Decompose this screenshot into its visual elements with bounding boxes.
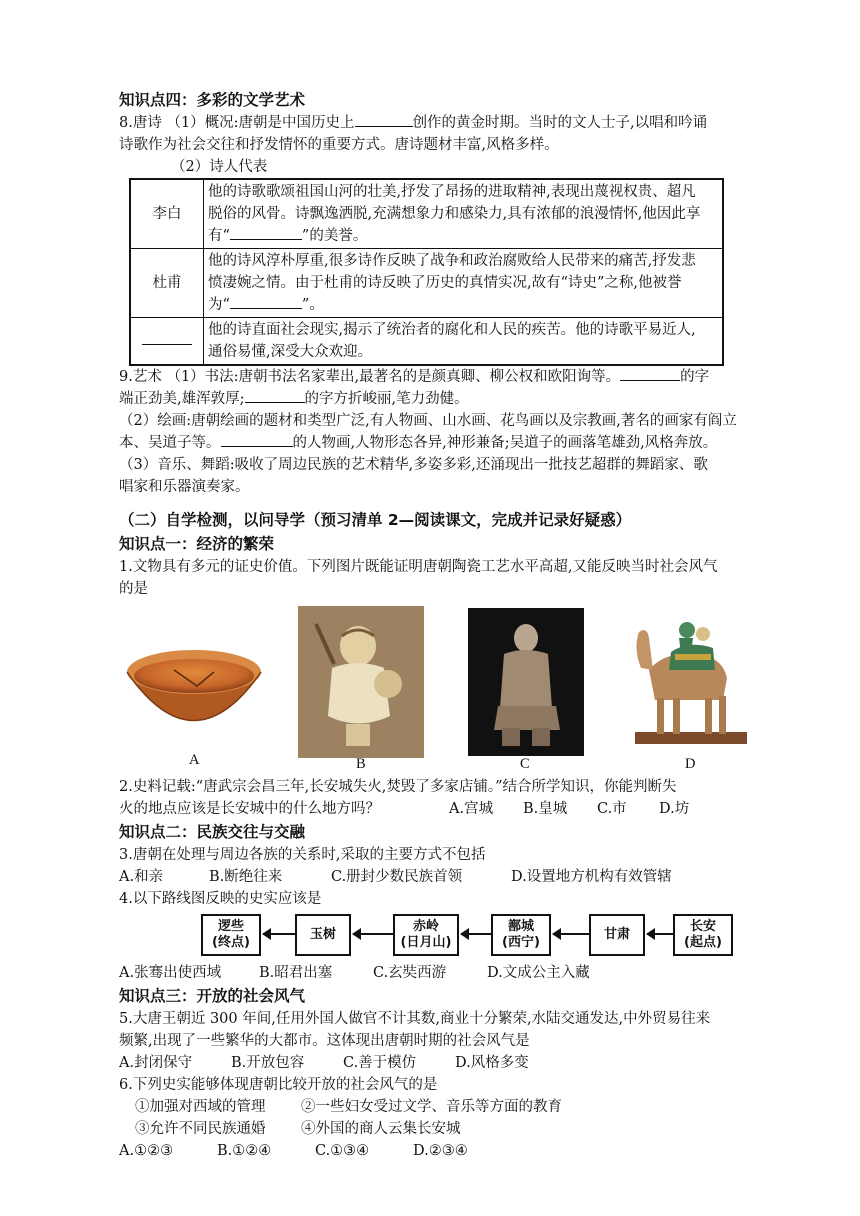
answer-blank[interactable] bbox=[230, 225, 302, 240]
route-node: 逻些 (终点) bbox=[201, 914, 261, 956]
q3-options bbox=[119, 866, 739, 888]
answer-blank[interactable] bbox=[355, 112, 413, 127]
option[interactable]: D.文成公主入藏 bbox=[487, 965, 590, 981]
figure-label-d: D bbox=[685, 756, 696, 772]
route-node: 赤岭 (日月山) bbox=[393, 914, 459, 956]
statement: ①加强对西域的管理 bbox=[135, 1099, 266, 1115]
figure-d-camel-image[interactable] bbox=[627, 608, 751, 748]
route-arrow bbox=[353, 933, 393, 935]
statement: ③允许不同民族通婚 bbox=[135, 1121, 266, 1137]
answer-blank[interactable] bbox=[620, 366, 680, 381]
poet-description: 他的诗直面社会现实,揭示了统治者的腐化和人民的疾苦。他的诗歌平易近人, 通俗易懂,深受大众欢迎。 bbox=[204, 318, 724, 366]
route-arrow bbox=[553, 933, 589, 935]
figure-b-figurine-image[interactable] bbox=[298, 606, 424, 758]
answer-blank[interactable] bbox=[245, 388, 305, 403]
table-row bbox=[130, 249, 723, 318]
option[interactable]: A.①②③ bbox=[119, 1143, 174, 1159]
option[interactable]: C.玄奘西游 bbox=[373, 965, 447, 981]
route-node: 甘肃 bbox=[589, 914, 645, 956]
q8-line1: 8.唐诗 （1）概况:唐朝是中国历史上 创作的黄金时期。当时的文人士子,以唱和吟诵 bbox=[119, 112, 739, 134]
poet-description: 他的诗歌歌颂祖国山河的壮美,抒发了昂扬的进取精神,表现出蔑视权贵、超凡 脱俗的风骨。诗飘逸洒脱,充满想象力和感染力,具有浓郁的浪漫情怀,他因此享 有“ ”的美誉。 bbox=[204, 179, 724, 249]
q6-stem: 6.下列史实能够体现唐朝比较开放的社会风气的是 bbox=[119, 1077, 438, 1093]
statement: ②一些妇女受过文学、音乐等方面的教育 bbox=[301, 1099, 562, 1115]
worksheet-page bbox=[119, 88, 739, 1162]
poet-name: 李白 bbox=[130, 179, 204, 249]
option[interactable]: B.昭君出塞 bbox=[259, 965, 333, 981]
option[interactable]: A.宫城 bbox=[449, 801, 494, 817]
q8-sub2: （2）诗人代表 bbox=[171, 159, 268, 175]
section4-title: 知识点四：多彩的文学艺术 bbox=[119, 91, 306, 109]
q6-items-row1 bbox=[119, 1096, 739, 1118]
option[interactable]: B.断绝往来 bbox=[209, 869, 283, 885]
q8-line2: 诗歌作为社会交往和抒发情怀的重要方式。唐诗题材丰富,风格多样。 bbox=[119, 137, 559, 153]
option[interactable]: D.设置地方机构有效管辖 bbox=[511, 869, 672, 885]
option[interactable]: D.风格多变 bbox=[455, 1055, 529, 1071]
option[interactable]: B.皇城 bbox=[523, 801, 568, 817]
figure-label-b: B bbox=[356, 756, 366, 772]
k1-title: 知识点一：经济的繁荣 bbox=[119, 535, 275, 553]
q9-line1: 9.艺术 （1）书法:唐朝书法名家辈出,最著名的是颜真卿、柳公权和欧阳询等。 的字 bbox=[119, 366, 739, 388]
artifact-figures bbox=[119, 606, 739, 776]
option[interactable]: A.封闭保守 bbox=[119, 1055, 193, 1071]
q6-items-row2 bbox=[119, 1118, 739, 1140]
option[interactable]: C.善于模仿 bbox=[343, 1055, 417, 1071]
q9-line3: （2）绘画:唐朝绘画的题材和类型广泛,有人物画、山水画、花鸟画以及宗教画,著名的画家有阎立 bbox=[119, 413, 737, 429]
figure-a-bowl-image[interactable] bbox=[119, 634, 269, 744]
answer-blank[interactable] bbox=[230, 294, 302, 309]
q9-line6: 唱家和乐器演奏家。 bbox=[119, 479, 250, 495]
option[interactable]: C.册封少数民族首领 bbox=[331, 869, 463, 885]
poet-table bbox=[129, 178, 724, 366]
q5-options bbox=[119, 1052, 739, 1074]
option[interactable]: B.开放包容 bbox=[231, 1055, 305, 1071]
q9-line4: 本、吴道子等。 的人物画,人物形态各异,神形兼备;吴道子的画落笔雄劲,风格奔放。 bbox=[119, 432, 739, 454]
q4-stem: 4.以下路线图反映的史实应该是 bbox=[119, 891, 322, 907]
q2-line2: 火的地点应该是长安城中的什么地方吗？ A.宫城 B.皇城 C.市 D.坊 bbox=[119, 798, 739, 820]
route-node: 玉树 bbox=[295, 914, 351, 956]
k3-title: 知识点三：开放的社会风气 bbox=[119, 987, 306, 1005]
table-row bbox=[130, 179, 723, 249]
q1-line2: 的是 bbox=[119, 581, 148, 597]
route-arrow bbox=[461, 933, 491, 935]
route-arrow bbox=[263, 933, 295, 935]
figure-label-a: A bbox=[189, 752, 200, 768]
route-arrow bbox=[647, 933, 673, 935]
q2-line1: 2.史料记载:“唐武宗会昌三年,长安城失火,焚毁了多家店铺。”结合所学知识，你能判断失 bbox=[119, 779, 677, 795]
route-node: 鄯城 (西宁) bbox=[491, 914, 551, 956]
q5-line1: 5.大唐王朝近 300 年间,任用外国人做官不计其数,商业十分繁荣,水陆交通发达,中外贸易往来 bbox=[119, 1011, 711, 1027]
q1-line1: 1.文物具有多元的证史价值。下列图片既能证明唐朝陶瓷工艺水平高超,又能反映当时社会风气 bbox=[119, 559, 718, 575]
option[interactable]: D.坊 bbox=[659, 801, 690, 817]
figure-label-c: C bbox=[520, 756, 530, 772]
table-row bbox=[130, 318, 723, 366]
option[interactable]: A.张骞出使西域 bbox=[119, 965, 222, 981]
answer-blank[interactable] bbox=[221, 432, 293, 447]
poet-name-blank[interactable] bbox=[130, 318, 204, 366]
q6-options bbox=[119, 1140, 739, 1162]
part2-title: （二）自学检测，以问导学（预习清单 2—阅读课文，完成并记录好疑惑） bbox=[119, 511, 632, 529]
poet-name: 杜甫 bbox=[130, 249, 204, 318]
option[interactable]: B.①②④ bbox=[217, 1143, 272, 1159]
route-diagram bbox=[119, 914, 739, 960]
q4-options bbox=[119, 962, 739, 984]
statement: ④外国的商人云集长安城 bbox=[301, 1121, 461, 1137]
route-node: 长安 (起点) bbox=[673, 914, 733, 956]
option[interactable]: D.②③④ bbox=[413, 1143, 468, 1159]
option[interactable]: C.市 bbox=[597, 801, 627, 817]
q9-line2: 端正劲美,雄浑敦厚; 的字方折峻丽,笔力劲健。 bbox=[119, 388, 739, 410]
q3-stem: 3.唐朝在处理与周边各族的关系时,采取的主要方式不包括 bbox=[119, 847, 486, 863]
q9-line5: （3）音乐、舞蹈:吸收了周边民族的艺术精华,多姿多彩,还涌现出一批技艺超群的舞蹈家、歌 bbox=[119, 457, 708, 473]
q5-line2: 频繁,出现了一些繁华的大都市。这体现出唐朝时期的社会风气是 bbox=[119, 1033, 530, 1049]
figure-c-terracotta-image[interactable] bbox=[468, 608, 584, 756]
k2-title: 知识点二：民族交往与交融 bbox=[119, 823, 306, 841]
option[interactable]: A.和亲 bbox=[119, 869, 164, 885]
poet-description: 他的诗风淳朴厚重,很多诗作反映了战争和政治腐败给人民带来的痛苦,抒发悲 愤凄婉之情。由于杜甫的诗反映了历史的真情实况,故有“诗史”之称,他被誉 为“ ”。 bbox=[204, 249, 724, 318]
option[interactable]: C.①③④ bbox=[315, 1143, 370, 1159]
